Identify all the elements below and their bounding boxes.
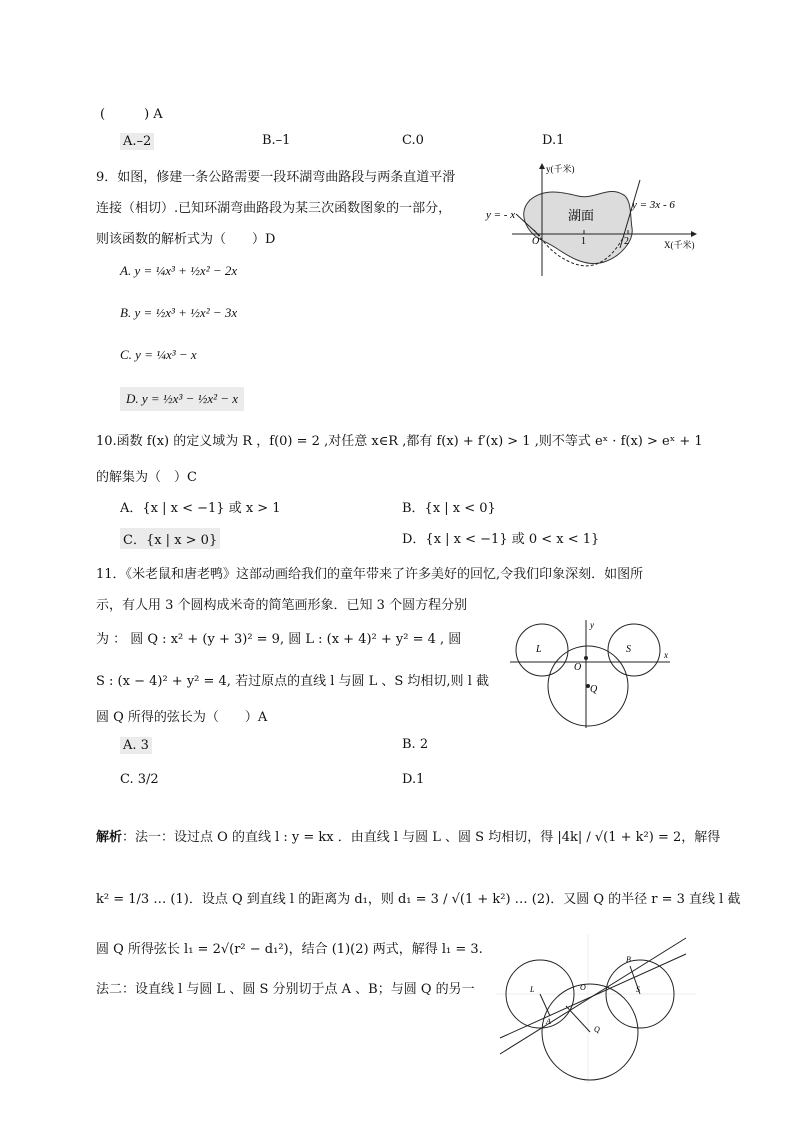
q9-line1: 9．如图，修建一条公路需要一段环湖弯曲路段与两条直道平滑 (96, 170, 456, 185)
circle-l (516, 624, 568, 676)
label-o: O (580, 983, 586, 992)
solution-figure (496, 934, 696, 1084)
point-o (584, 656, 588, 660)
circle-s (608, 624, 660, 676)
left-road-label: y = - x (486, 209, 516, 221)
q11-line5: 圆 Q 所得的弦长为（ ）A (96, 710, 268, 725)
q9-option-d: D. y = ½x³ − ½x² − x (120, 387, 244, 411)
q9-option-b: B. y = ½x³ + ½x² − 3x (120, 305, 238, 320)
label-l: L (530, 985, 535, 994)
label-a: A (546, 1017, 551, 1026)
x-axis-label: X(千米) (664, 240, 695, 250)
solution-line1 (96, 826, 720, 845)
q9-option-a: A. y = ¼x³ + ½x² − 2x (120, 263, 238, 278)
label-y: y (590, 620, 594, 630)
label-s: S (626, 644, 631, 655)
radius-la (540, 994, 550, 1016)
q9-line3: 则该函数的解析式为（ ）D (96, 232, 276, 247)
q10-line2: 的解集为（ ）C (96, 470, 197, 485)
q10-option-d: D．{x | x < −1} 或 0 < x < 1} (402, 532, 600, 547)
q11-line2: 示，有人用 3 个圆构成米奇的简笔画形象．已知 3 个圆方程分别 (96, 598, 468, 613)
q11-option-c: C. 3/2 (120, 772, 159, 787)
q8-option-d: D.1 (542, 133, 565, 148)
q10-option-b: B．{x | x < 0} (402, 501, 496, 516)
right-road-label: y = 3x - 6 (632, 199, 675, 211)
q11-line3: 为 ： 圆 Q : x² + (y + 3)² = 9, 圆 L : (x + 4)² + y² = 4 , 圆 (96, 632, 462, 647)
q8-option-b: B.–1 (262, 133, 291, 148)
tangent-line-2 (500, 954, 686, 1038)
label-x: x (664, 650, 668, 660)
y-axis-label: y(千米) (546, 164, 575, 174)
label-q: Q (594, 1025, 600, 1034)
q11-line1: 11．《米老鼠和唐老鸭》这部动画给我们的童年带来了许多美好的回忆,令我们印象深刻．如图所 (96, 567, 644, 582)
label-s: S (636, 985, 640, 994)
label-q: Q (590, 684, 598, 695)
tick1-label: 1 (581, 236, 586, 247)
q10-option-a: A．{x | x < −1} 或 x > 1 (120, 501, 281, 516)
q11-option-a: A. 3 (120, 737, 152, 754)
q11-option-b: B. 2 (402, 737, 429, 752)
q9-line2: 连接（相切）.已知环湖弯曲路段为某三次函数图象的一部分， (96, 201, 452, 216)
solution-line4: 法二：设直线 l 与圆 L 、圆 S 分别切于点 A 、B；与圆 Q 的另一 (96, 982, 475, 997)
label-l: L (536, 644, 542, 655)
q9-lake-figure (482, 158, 702, 280)
q10-option-c: C．{x | x > 0} (120, 528, 220, 549)
perp-q (566, 1006, 590, 1032)
q8-option-a: A.–2 (120, 133, 154, 150)
q11-option-d: D.1 (402, 772, 425, 787)
tick2-label: 2 (624, 236, 629, 247)
solution-line3: 圆 Q 所得弦长 l₁ = 2√(r² − d₁²)，结合 (1)(2) 两式，解得 l₁ = 3. (96, 942, 483, 957)
q11-mickey-figure (506, 618, 676, 730)
solution-line1-text: ：法一：设过点 O 的直线 l : y = kx ．由直线 l 与圆 L 、圆 S 均相切，得 |4k| / √(1 + k²) = 2，解得 (122, 830, 721, 845)
q8-option-c: C.0 (402, 133, 424, 148)
q8-stem: ( ) A (100, 107, 163, 122)
q10-line1: 10.函数 f(x) 的定义域为 R ，f(0) = 2 ,对任意 x∈R ,都有 f(x) + f′(x) > 1 ,则不等式 eˣ · f(x) > eˣ + 1 (96, 434, 703, 449)
solution-line2: k² = 1/3 … (1)．设点 Q 到直线 l 的距离为 d₁，则 d₁ = 3 / √(1 + k²) … (2)．又圆 Q 的半径 r = 3 直线 l 截 (96, 892, 741, 907)
lake-label: 湖面 (568, 208, 595, 223)
lake-shape (524, 191, 632, 263)
origin-label: O (532, 236, 540, 247)
q9-option-c: C. y = ¼x³ − x (120, 347, 197, 362)
solution-title: 解析 (96, 830, 123, 845)
label-o: O (574, 662, 582, 673)
q11-line4: S : (x − 4)² + y² = 4, 若过原点的直线 l 与圆 L 、S 均相切,则 l 截 (96, 674, 489, 689)
label-b: B (626, 955, 631, 964)
